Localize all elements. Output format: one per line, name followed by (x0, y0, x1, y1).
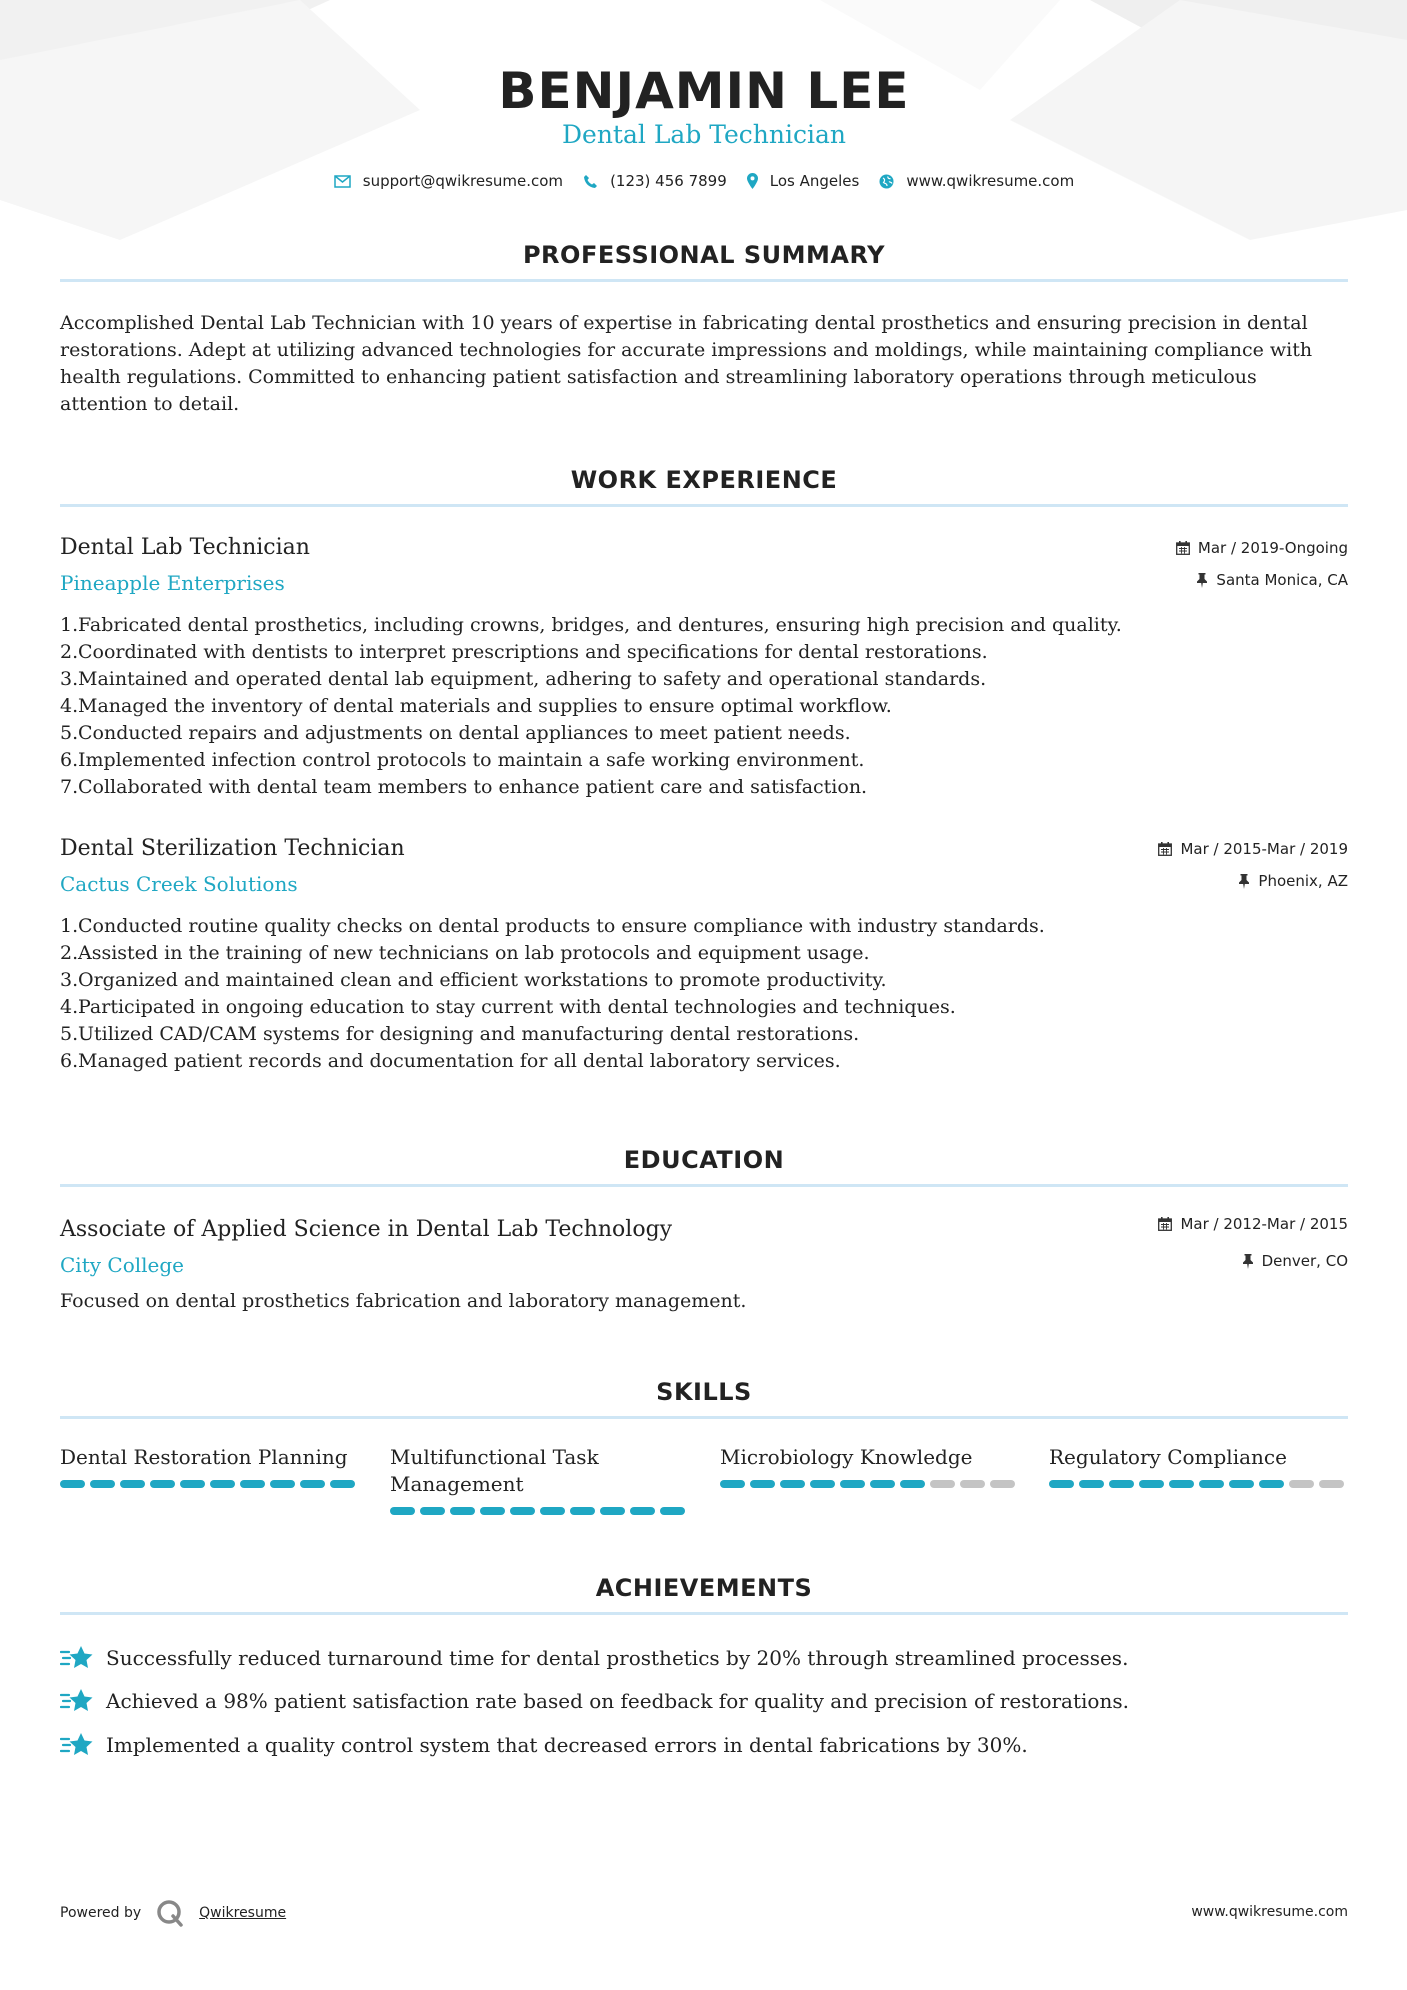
achievement-text: Achieved a 98% patient satisfaction rate based on feedback for quality and precision of restorations. (106, 1689, 1129, 1713)
bullet-number: 3. (60, 668, 79, 690)
skills-grid (60, 1444, 1348, 1524)
job-date (1176, 539, 1348, 557)
skill-level-segment (1169, 1480, 1194, 1488)
skill-level-segment (1259, 1480, 1284, 1488)
section-divider (60, 279, 1348, 282)
bullet-text: Conducted routine quality checks on dental products to ensure compliance with industry standards. (78, 915, 1045, 937)
footer-brand-link[interactable]: Qwikresume (199, 1905, 287, 1921)
skill-level-segment (420, 1507, 445, 1515)
envelope-icon (334, 175, 351, 188)
bullet-text: Collaborated with dental team members to enhance patient care and satisfaction. (78, 776, 868, 798)
job-bullet (60, 913, 1348, 940)
skill-level-segment (630, 1507, 655, 1515)
job-bullet (60, 612, 1348, 639)
skill-level-bar (60, 1480, 360, 1488)
skill-name: Microbiology Knowledge (720, 1445, 973, 1469)
achievement-text: Successfully reduced turnaround time for dental prosthetics by 20% through streamlined processes. (106, 1646, 1129, 1670)
skill-level-segment (90, 1480, 115, 1488)
skill-level-segment (120, 1480, 145, 1488)
bullet-number: 4. (60, 996, 79, 1018)
contact-location (747, 172, 860, 190)
section-divider (60, 1416, 1348, 1419)
achievements-heading: ACHIEVEMENTS (595, 1574, 813, 1602)
job-title: Dental Lab Technician (60, 535, 310, 560)
bullet-number: 7. (60, 776, 79, 798)
bullet-number: 1. (60, 614, 79, 636)
bullet-text: Managed patient records and documentation for all dental laboratory services. (78, 1050, 841, 1072)
skill-level-bar (1049, 1480, 1349, 1488)
skill-level-segment (1079, 1480, 1104, 1488)
education-degree: Associate of Applied Science in Dental Lab Technology (60, 1217, 673, 1242)
contact-email-text: support@qwikresume.com (362, 172, 564, 190)
education-location-text: Denver, CO (1261, 1252, 1348, 1270)
achievements-section (60, 1572, 1348, 1615)
skill-level-segment (150, 1480, 175, 1488)
skill-level-segment (780, 1480, 805, 1488)
skill-level-segment (750, 1480, 775, 1488)
job-date (1158, 840, 1348, 858)
bullet-number: 2. (60, 641, 79, 663)
job-location-text: Phoenix, AZ (1258, 872, 1348, 890)
skill-level-segment (450, 1507, 475, 1515)
job-title: Dental Sterilization Technician (60, 836, 405, 861)
bullet-text: Assisted in the training of new technicians on lab protocols and equipment usage. (78, 942, 870, 964)
skill-item (1049, 1444, 1349, 1488)
skill-level-segment (300, 1480, 325, 1488)
bullet-number: 6. (60, 1050, 79, 1072)
skill-level-segment (270, 1480, 295, 1488)
skill-level-segment (720, 1480, 745, 1488)
bullet-text: Managed the inventory of dental materials and supplies to ensure optimal workflow. (78, 695, 892, 717)
skill-level-segment (1319, 1480, 1344, 1488)
bullet-text: Implemented infection control protocols to maintain a safe working environment. (78, 749, 865, 771)
phone-icon (583, 174, 598, 189)
skill-item (390, 1444, 690, 1515)
star-icon (60, 1644, 94, 1672)
bullet-text: Organized and maintained clean and efficient workstations to promote productivity. (78, 969, 887, 991)
skill-level-segment (930, 1480, 955, 1488)
map-pin-icon (747, 173, 758, 189)
skill-name: Regulatory Compliance (1049, 1445, 1287, 1469)
job-entry (60, 533, 1348, 613)
skill-level-segment (1289, 1480, 1314, 1488)
education-entry (60, 1215, 1348, 1295)
section-divider (60, 1612, 1348, 1615)
skill-level-segment (870, 1480, 895, 1488)
bullet-number: 5. (60, 1023, 79, 1045)
calendar-icon (1158, 1217, 1172, 1231)
skill-level-segment (210, 1480, 235, 1488)
calendar-icon (1176, 541, 1190, 555)
bullet-text: Coordinated with dentists to interpret prescriptions and specifications for dental restorations. (78, 641, 988, 663)
education-location (1242, 1252, 1348, 1270)
achievement-text: Implemented a quality control system that decreased errors in dental fabrications by 30%. (106, 1733, 1028, 1757)
job-bullets (60, 612, 1348, 801)
pushpin-icon (1196, 573, 1208, 588)
section-divider (60, 504, 1348, 507)
footer-website-link[interactable]: www.qwikresume.com (1191, 1904, 1348, 1920)
pushpin-icon (1242, 1254, 1254, 1269)
education-date (1158, 1215, 1348, 1233)
skill-level-segment (570, 1507, 595, 1515)
bullet-text: Fabricated dental prosthetics, including crowns, bridges, and dentures, ensuring high precision and quality. (78, 614, 1122, 636)
bullet-number: 3. (60, 969, 79, 991)
bullet-text: Maintained and operated dental lab equipment, adhering to safety and operational standards. (78, 668, 987, 690)
skill-level-segment (960, 1480, 985, 1488)
contact-website[interactable] (879, 172, 1074, 190)
skill-level-segment (660, 1507, 685, 1515)
job-location-text: Santa Monica, CA (1216, 571, 1348, 589)
skills-section (60, 1376, 1348, 1419)
education-date-text: Mar / 2012-Mar / 2015 (1180, 1215, 1348, 1233)
achievement-item (60, 1731, 1028, 1759)
education-section (60, 1144, 1348, 1187)
education-description: Focused on dental prosthetics fabrication and laboratory management. (60, 1290, 747, 1312)
job-location (1196, 571, 1348, 589)
skill-level-bar (390, 1507, 690, 1515)
job-bullet (60, 774, 1348, 801)
candidate-name: BENJAMIN LEE (498, 62, 910, 120)
skill-level-segment (1199, 1480, 1224, 1488)
job-bullets (60, 913, 1348, 1075)
job-bullet (60, 747, 1348, 774)
skill-name: Multifunctional Task Management (390, 1445, 599, 1496)
job-bullet (60, 720, 1348, 747)
globe-icon (879, 174, 894, 189)
achievement-item (60, 1644, 1128, 1672)
skill-name: Dental Restoration Planning (60, 1445, 348, 1469)
job-company: Pineapple Enterprises (60, 571, 285, 595)
contact-location-text: Los Angeles (769, 172, 860, 190)
footer-powered-by (60, 1898, 286, 1928)
job-entry (60, 834, 1348, 914)
skill-level-segment (240, 1480, 265, 1488)
star-icon (60, 1687, 94, 1715)
star-icon (60, 1731, 94, 1759)
skill-level-segment (480, 1507, 505, 1515)
job-bullet (60, 693, 1348, 720)
summary-text: Accomplished Dental Lab Technician with 10 years of expertise in fabricating dental prosthetics and ensuring precision in dental restorations. Adept at utilizing advanced technologies for accurate impressions and moldings, while maintaining compliance with health regulations. Committed to enhancing patient satisfaction and streamlining laboratory operations through meticulous attention to detail. (60, 312, 1313, 415)
job-bullet (60, 1048, 1348, 1075)
education-heading: EDUCATION (623, 1146, 785, 1174)
skill-level-segment (900, 1480, 925, 1488)
skill-level-segment (540, 1507, 565, 1515)
skill-level-segment (840, 1480, 865, 1488)
job-bullet (60, 639, 1348, 666)
contact-website-text: www.qwikresume.com (906, 172, 1075, 190)
contact-bar (60, 172, 1348, 190)
qwikresume-logo-icon (155, 1898, 185, 1928)
summary-heading: PROFESSIONAL SUMMARY (522, 241, 886, 269)
summary-section (60, 239, 1348, 282)
job-bullet (60, 994, 1348, 1021)
powered-by-label: Powered by (60, 1905, 142, 1921)
skill-level-segment (1229, 1480, 1254, 1488)
contact-email[interactable] (334, 172, 563, 190)
bullet-number: 4. (60, 695, 79, 717)
job-date-text: Mar / 2015-Mar / 2019 (1180, 840, 1348, 858)
skill-level-segment (600, 1507, 625, 1515)
candidate-title: Dental Lab Technician (561, 120, 847, 149)
job-location (1238, 872, 1348, 890)
contact-phone[interactable] (583, 172, 727, 190)
bullet-number: 6. (60, 749, 79, 771)
bullet-text: Conducted repairs and adjustments on dental appliances to meet patient needs. (78, 722, 851, 744)
skill-level-segment (1139, 1480, 1164, 1488)
bullet-text: Utilized CAD/CAM systems for designing and manufacturing dental restorations. (78, 1023, 860, 1045)
job-bullet (60, 666, 1348, 693)
skill-level-segment (330, 1480, 355, 1488)
skill-level-segment (990, 1480, 1015, 1488)
bullet-text: Participated in ongoing education to stay current with dental technologies and techniques. (78, 996, 956, 1018)
experience-heading: WORK EXPERIENCE (570, 466, 838, 494)
job-date-text: Mar / 2019-Ongoing (1197, 539, 1348, 557)
section-divider (60, 1184, 1348, 1187)
pushpin-icon (1238, 874, 1250, 889)
skill-level-segment (810, 1480, 835, 1488)
bullet-number: 1. (60, 915, 79, 937)
job-bullet (60, 967, 1348, 994)
contact-phone-text: (123) 456 7899 (610, 172, 727, 190)
job-bullet (60, 940, 1348, 967)
job-company: Cactus Creek Solutions (60, 872, 298, 896)
skill-item (60, 1444, 360, 1488)
skill-item (720, 1444, 1020, 1488)
skill-level-segment (510, 1507, 535, 1515)
skill-level-bar (720, 1480, 1020, 1488)
skill-level-segment (180, 1480, 205, 1488)
calendar-icon (1158, 842, 1172, 856)
experience-section (60, 464, 1348, 507)
skill-level-segment (60, 1480, 85, 1488)
skill-level-segment (390, 1507, 415, 1515)
skill-level-segment (1049, 1480, 1074, 1488)
job-bullet (60, 1021, 1348, 1048)
bullet-number: 5. (60, 722, 79, 744)
bullet-number: 2. (60, 942, 79, 964)
skills-heading: SKILLS (656, 1378, 752, 1406)
skill-level-segment (1109, 1480, 1134, 1488)
education-school: City College (60, 1253, 185, 1277)
achievement-item (60, 1687, 1129, 1715)
